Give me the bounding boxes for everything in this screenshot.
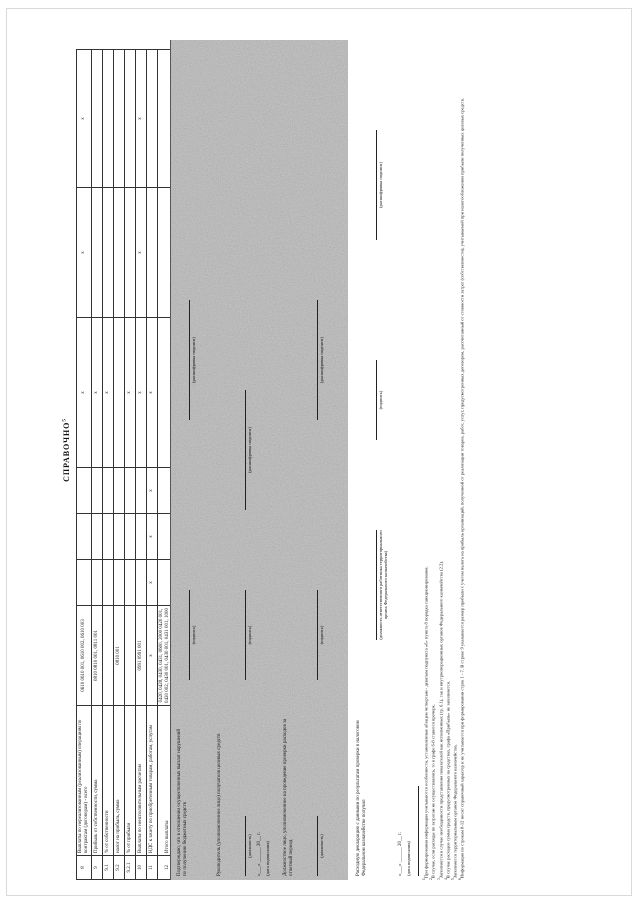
row-cell [146,50,157,188]
row-cell [135,514,146,560]
row-cell [135,468,146,514]
footnote [429,40,436,880]
block1-sign-caption: (подпись) [191,625,196,645]
footnote-text: В случае расходов сумма средств, предусмотренных на средствах, графа «Прибыль» не заполняется. [445,681,451,879]
row-cell [91,50,102,188]
scan-noise-area [170,40,348,880]
row-cell [102,468,113,514]
row-cell [113,560,124,606]
row-cell [124,188,135,318]
table-row [102,50,113,880]
footnote-number: 6 [458,878,463,880]
row-cell: x [146,560,157,606]
table-row [91,50,102,880]
row-cell: x [77,50,92,188]
table-row [113,50,124,880]
table-row [77,50,92,880]
footnote [437,40,444,880]
row-cell: x [135,50,146,188]
block2-decode-line [317,300,318,420]
row-cell: x [146,468,157,514]
row-label: Выплаты по неисполнительным расчетам [135,706,146,856]
row-cell: x [146,514,157,560]
row-number: 9.1 [102,856,113,880]
footnote [458,40,465,880]
form-title-text: СПРАВОЧНО [62,421,71,482]
row-number: 11 [146,856,157,880]
row-cell [146,188,157,318]
block1-decode-line [189,300,190,420]
check-decode-line [376,130,377,240]
block1-decode-caption: (расшифровка подписи) [191,337,196,383]
row-cell: x [77,318,92,468]
form-title [62,320,71,580]
table-row [135,50,146,880]
row-cell [113,318,124,468]
footnotes [422,40,466,880]
check-date: «___» ______ 20__ г. [398,832,403,876]
row-cell: x [146,318,157,468]
block2-sign-line [317,590,318,680]
row-number: 9.2 [113,856,124,880]
row-label: % от прибыли [124,706,135,856]
row-cell [91,468,102,514]
row-cell [102,188,113,318]
row-label: % от собственности [102,706,113,856]
row-cell [77,560,92,606]
row-code: 0610 0610 001, 0610 002, 0610 003 [77,606,92,706]
footnote-separator [418,786,419,876]
row-code: 0810 001 [113,606,124,706]
row-cell: x [77,188,92,318]
row-cell [113,468,124,514]
row-code [124,606,135,706]
table-row [124,50,135,880]
check-sign-caption: (подпись) [378,390,383,410]
row-label: Итого выплаты [157,706,179,856]
head-sign-line [245,590,246,680]
footnote [444,40,451,880]
check-sign-line [376,360,377,440]
row-cell [113,188,124,318]
row-code: 0991 0991 001 [135,606,146,706]
row-cell: x [135,318,146,468]
row-code: x [146,606,157,706]
head-date: «___» ______ 20__ г. [257,832,262,876]
row-code: 0420, 0428, 0430, 0431, 0600, 2000 0420 001, 0420 002, 0430 001, 0430 001, 0431 001, 1000 [157,606,179,706]
head-date-caption: (дата подписания) [265,841,270,876]
row-number: 12 [157,856,179,880]
row-code [102,606,113,706]
row-cell [77,468,92,514]
block2-label: Должностное лицо, уполномоченное на проведение проверки расходов за отчетный период [283,718,294,876]
row-label: НДС к зачету по приобретенным товарам, работам, услугам [146,706,157,856]
check-date-caption: (дата подписания) [406,841,411,876]
check-position-line [376,530,377,640]
footnote-text: Заполняется территориальным органом Федерального казначейства. [452,744,458,879]
row-cell [102,50,113,188]
row-cell [124,468,135,514]
scan-noise [171,40,348,880]
footnote-text: При формировании информации учитываются особенности, установленные абзацем четвертым - девятым подпункта «б» пункта 8 порядка санкционирования. [423,566,429,879]
head-decode-line [245,390,246,510]
footnote-number: 4 [443,878,448,880]
row-number: 9 [91,856,102,880]
footnote-text: Информация по строкам 8-12 носит справочный характер и не учитывается при формировании строк 1 - 7. В строке 9 указывается размер прибыли с учетом налога на прибыль организаций, полученной от реализации товаров, работ, услуг, предусмотренных договором, рассчитанный от стоимости затрат (собственности), учитываемой при налогообложении прибыли полученных целевых средств. [459,97,465,879]
row-code: 0810 0810 001, 0811 001 [91,606,102,706]
row-number: 8 [77,856,92,880]
row-cell: x [124,318,135,468]
row-number: 10 [135,856,146,880]
rotated-form [54,20,614,880]
row-cell [113,50,124,188]
block1-sign-line [189,590,190,680]
check-decode-caption: (расшифровка подписи) [378,162,383,208]
head-position-line [245,816,246,876]
head-sign-caption: (подпись) [247,625,252,645]
row-cell [113,514,124,560]
footnote-number: 1 [422,878,426,880]
check-label: Расходную декларацию с данными по результатам проверки в налоговом Федеральном казначействе получил [356,720,367,876]
block2-position-line [317,816,318,876]
head-position-caption: (должность) [247,834,252,858]
row-cell [124,514,135,560]
block2-sign-caption: (подпись) [319,625,324,645]
footnote-number: 3 [436,878,441,880]
footnote-text: Заполняется в случае необходимости представления показателей как исполненных (гр. 6.1), так и внутриоперационных органов Федерального казначейства (2.2). [438,561,444,879]
table-row [146,50,157,880]
row-label: налог на прибыль, сумма [113,706,124,856]
block2-decode-caption: (расшифровка подписи) [319,337,324,383]
row-label: Прибыль от собственности, сумма [91,706,102,856]
row-cell [102,514,113,560]
row-cell: x [102,318,113,468]
row-cell [124,560,135,606]
row-number: 9.2.1 [124,856,135,880]
block1-label: Подтверждаю, что в отношении осуществленных выплат нарушений по получению бюджетных средств [177,728,188,876]
head-decode-caption: (расшифровка подписи) [247,427,252,473]
row-cell [77,514,92,560]
row-cell: x [91,318,102,468]
head-label: Руководитель (уполномоченное лицо) получателя целевых средств [217,733,222,876]
row-cell [135,560,146,606]
footnote-text: В случае, если расходы по затратам не осуществлялись, то в графе 6-8 ставится прочерк. [430,704,436,879]
row-cell [91,560,102,606]
block2-position-caption: (должность) [319,834,324,858]
row-cell [91,514,102,560]
footnote-number: 5 [451,878,456,880]
form-title-note: 5 [62,418,68,422]
row-cell [124,50,135,188]
row-cell [91,188,102,318]
check-position-caption: (должность ответственного работника территориального органа Федерального казначейства) [378,530,388,640]
row-cell [102,560,113,606]
footnote [451,40,458,880]
footnote [422,40,429,880]
row-label: Выплаты по нереализованным (реализованным) операциям по контрактам (договорам) - всего [77,706,92,856]
row-cell: x [135,188,146,318]
footnote-number: 2 [429,878,434,880]
payments-table [76,49,180,880]
